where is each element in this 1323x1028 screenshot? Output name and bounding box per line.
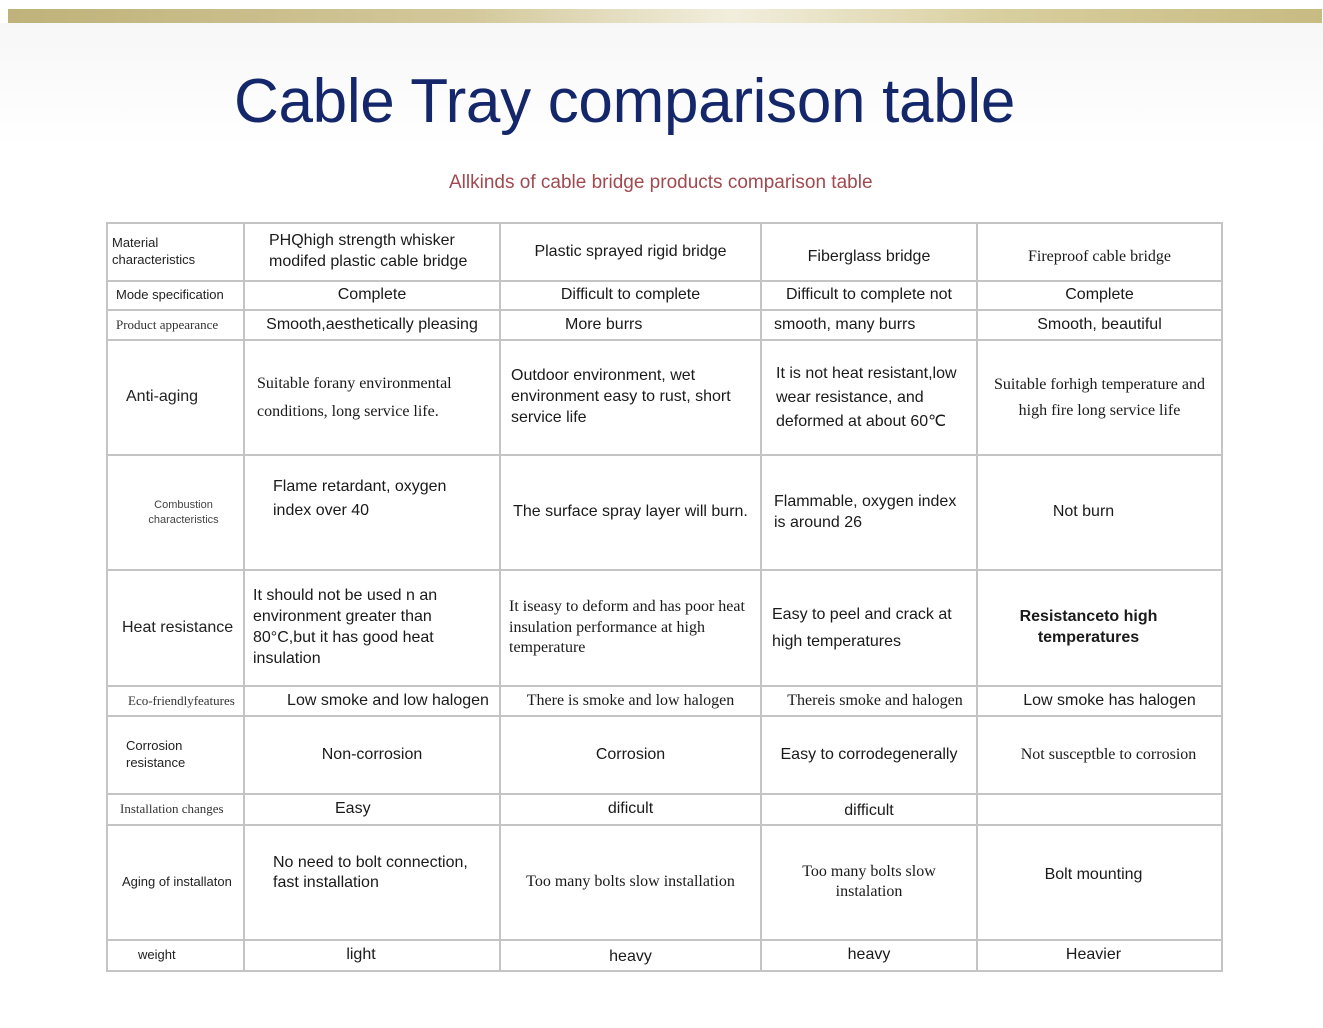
table-cell: difficult (761, 794, 977, 825)
table-cell: Flammable, oxygen index is around 26 (761, 455, 977, 570)
row-label: Mode specification (107, 281, 244, 310)
table-row (107, 716, 1222, 794)
row-label: Eco-friendlyfeatures (107, 686, 244, 716)
table-cell: Bolt mounting (977, 825, 1222, 940)
table-row (107, 825, 1222, 940)
table-cell: Smooth, beautiful (977, 310, 1222, 340)
table-cell: Plastic sprayed rigid bridge (500, 223, 761, 281)
table-row (107, 310, 1222, 340)
table-cell: Flame retardant, oxygen index over 40 (244, 455, 500, 570)
table-row (107, 340, 1222, 455)
table-row (107, 281, 1222, 310)
table-cell: Difficult to complete not (761, 281, 977, 310)
table-cell: There is smoke and low halogen (500, 686, 761, 716)
table-cell: Corrosion (500, 716, 761, 794)
table-cell: Non-corrosion (244, 716, 500, 794)
table-cell: Difficult to complete (500, 281, 761, 310)
table-cell: Low smoke has halogen (977, 686, 1222, 716)
table-cell: More burrs (500, 310, 761, 340)
table-cell: Easy to corrodegenerally (761, 716, 977, 794)
table-cell: Complete (977, 281, 1222, 310)
comparison-table (106, 222, 1223, 972)
row-label: Aging of installaton (107, 825, 244, 940)
table-cell: heavy (761, 940, 977, 971)
row-label: Heat resistance (107, 570, 244, 686)
table-row (107, 794, 1222, 825)
table-cell: Outdoor environment, wet environment easy to rust, short service life (500, 340, 761, 455)
table-cell: smooth, many burrs (761, 310, 977, 340)
row-label: weight (107, 940, 244, 971)
table-cell: It iseasy to deform and has poor heat insulation performance at high temperature (500, 570, 761, 686)
table-row (107, 686, 1222, 716)
table-cell: The surface spray layer will burn. (500, 455, 761, 570)
table-row (107, 223, 1222, 281)
table-cell: Too many bolts slow instalation (761, 825, 977, 940)
table-cell: Fiberglass bridge (761, 223, 977, 281)
table-cell: Smooth,aesthetically pleasing (244, 310, 500, 340)
table-cell: No need to bolt connection, fast installation (244, 825, 500, 940)
row-label: Product appearance (107, 310, 244, 340)
table-cell: Resistanceto high temperatures (977, 570, 1222, 686)
table-cell: Easy (244, 794, 500, 825)
table-cell: Heavier (977, 940, 1222, 971)
row-label: Anti-aging (107, 340, 244, 455)
table-cell: heavy (500, 940, 761, 971)
table-cell: Low smoke and low halogen (244, 686, 500, 716)
row-label: Installation changes (107, 794, 244, 825)
table-cell: Not burn (977, 455, 1222, 570)
table-cell: Fireproof cable bridge (977, 223, 1222, 281)
table-cell: Easy to peel and crack at high temperatures (761, 570, 977, 686)
table-cell: Suitable forhigh temperature and high fire long service life (977, 340, 1222, 455)
table-cell: It is not heat resistant,low wear resistance, and deformed at about 60℃ (761, 340, 977, 455)
table-cell: Too many bolts slow installation (500, 825, 761, 940)
top-accent-bar (8, 9, 1322, 23)
table-row (107, 940, 1222, 971)
table-cell: dificult (500, 794, 761, 825)
table-cell: It should not be used n an environment greater than 80°C,but it has good heat insulation (244, 570, 500, 686)
page-title: Cable Tray comparison table (234, 67, 1016, 136)
table-cell: Thereis smoke and halogen (761, 686, 977, 716)
row-label: Corrosion resistance (107, 716, 244, 794)
table-cell: PHQhigh strength whisker modifed plastic cable bridge (244, 223, 500, 281)
row-label: Combustion characteristics (107, 455, 244, 570)
table-cell (977, 794, 1222, 825)
row-label: Material characteristics (107, 223, 244, 281)
table-row (107, 455, 1222, 570)
table-cell: Suitable forany environmental conditions, long service life. (244, 340, 500, 455)
table-cell: light (244, 940, 500, 971)
table-row (107, 570, 1222, 686)
table-cell: Complete (244, 281, 500, 310)
page-subtitle: Allkinds of cable bridge products comparison table (449, 172, 873, 193)
table-cell: Not susceptble to corrosion (977, 716, 1222, 794)
